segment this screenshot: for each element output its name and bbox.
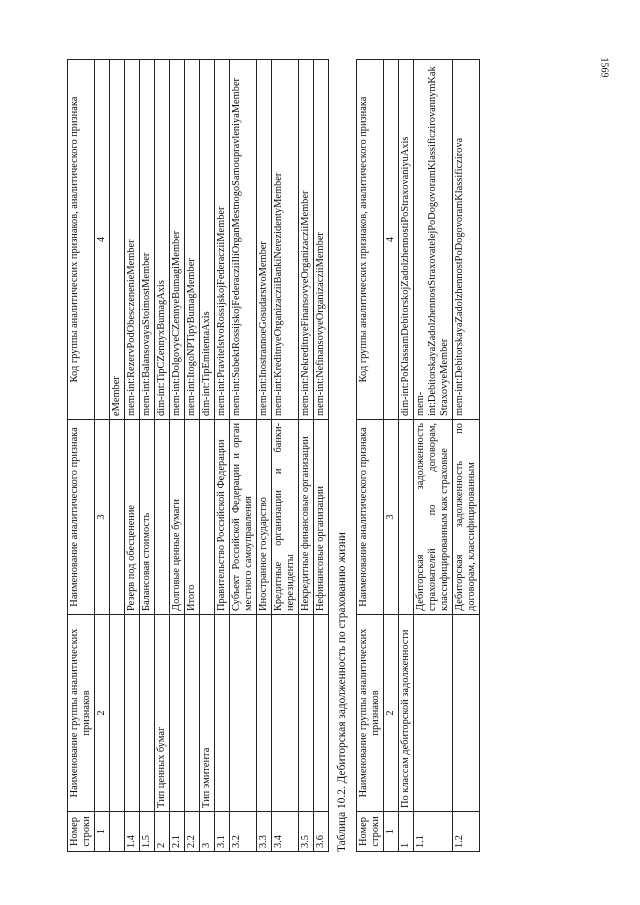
group-name-cell: [272, 615, 299, 812]
table-row: [200, 60, 215, 852]
rotated-page-content: [67, 60, 581, 852]
group-name-cell: По классам дебиторской задолженности: [399, 615, 414, 812]
header-code: Код группы аналитических признаков, аналитического признака: [357, 60, 384, 420]
group-name-cell: [170, 615, 185, 812]
header-attribute-name: Наименование аналитического признака: [68, 420, 95, 615]
code-cell: mem-int:PravitelstvoRossijskojFederacziiMember: [215, 60, 230, 420]
group-name-cell: [140, 615, 155, 812]
code-cell: mem-int:InostrannoeGosudarstvoMember: [257, 60, 272, 420]
analytic-attributes-table: [67, 59, 329, 852]
header-code: Код группы аналитических признаков, аналитического признака: [68, 60, 95, 420]
column-number: 4: [384, 60, 399, 420]
row-number-cell: 1: [399, 812, 414, 852]
table-row: [257, 60, 272, 852]
code-cell: mem-int:DolgovyeCZennyeBumagiMember: [170, 60, 185, 420]
header-row-number: Номер строки: [357, 812, 384, 852]
table-row: [110, 60, 125, 852]
code-cell: eMember: [110, 60, 125, 420]
row-number-cell: [110, 812, 125, 852]
table-header-row: [68, 60, 95, 852]
attribute-name-cell: Нефинансовые организации: [314, 420, 329, 615]
column-number: 1: [384, 812, 399, 852]
code-cell: mem-int:ItogoNPTipyBumagMember: [185, 60, 200, 420]
code-cell: dim-int:TipEmitentaAxis: [200, 60, 215, 420]
column-number: 3: [95, 420, 110, 615]
row-number-cell: 3.5: [299, 812, 314, 852]
code-cell: mem-int:DebitorskayaZadolzhennostStraxovatelejPoDogovoramKlassificzirovannymKakStraxovyeMember: [414, 60, 453, 420]
attribute-name-cell: Балансовая стоимость: [140, 420, 155, 615]
group-name-cell: [299, 615, 314, 812]
table-body: [110, 60, 329, 852]
attribute-name-cell: Некредитные финансовые организации: [299, 420, 314, 615]
attribute-name-cell: Долговые ценные бумаги: [170, 420, 185, 615]
group-name-cell: [125, 615, 140, 812]
group-name-cell: Тип эмитента: [200, 615, 215, 812]
row-number-cell: 3.3: [257, 812, 272, 852]
row-number-cell: 2.2: [185, 812, 200, 852]
table-row: [414, 60, 453, 852]
table-header-row: [357, 60, 384, 852]
header-group-name: Наименование группы аналитических признаков: [357, 615, 384, 812]
column-number: 3: [384, 420, 399, 615]
row-number-cell: 1.4: [125, 812, 140, 852]
attribute-name-cell: Дебиторская задолженность по договорам, классифицированным: [453, 420, 480, 615]
attribute-name-cell: [110, 420, 125, 615]
group-name-cell: [185, 615, 200, 812]
table-row: [399, 60, 414, 852]
code-cell: mem-int:SubektRossijskojFederacziiIliOrganMestnogoSamoupravleniyaMember: [230, 60, 257, 420]
column-number-row: [95, 60, 110, 852]
attribute-name-cell: Дебиторская задолженность страхователей по договорам, классифицированным как страховые: [414, 420, 453, 615]
group-name-cell: [414, 615, 453, 812]
row-number-cell: 3.4: [272, 812, 299, 852]
code-cell: dim-int:PoKlassamDebitorskojZadolzhennostiPoStraxovaniyuAxis: [399, 60, 414, 420]
column-number: 4: [95, 60, 110, 420]
attribute-name-cell: Резерв под обесценение: [125, 420, 140, 615]
attribute-name-cell: Итого: [185, 420, 200, 615]
code-cell: mem-int:NekreditnyeFinansovyeOrganizacziiMember: [299, 60, 314, 420]
group-name-cell: [230, 615, 257, 812]
header-group-name: Наименование группы аналитических признаков: [68, 615, 95, 812]
column-number-row: [384, 60, 399, 852]
row-number-cell: 1.1: [414, 812, 453, 852]
row-number-cell: 2: [155, 812, 170, 852]
group-name-cell: [215, 615, 230, 812]
page-number: 1569: [598, 57, 610, 78]
code-cell: mem-int:NefinansovyeOrganizacziiMember: [314, 60, 329, 420]
code-cell: mem-int:BalansovayaStoimostMember: [140, 60, 155, 420]
group-name-cell: [314, 615, 329, 812]
row-number-cell: 2.1: [170, 812, 185, 852]
column-number: 1: [95, 812, 110, 852]
column-number: 2: [384, 615, 399, 812]
table-row: [314, 60, 329, 852]
code-cell: dim-int:TipCZennyxBumagAxis: [155, 60, 170, 420]
attribute-name-cell: Субъект Российской Федерации и орган местного самоуправления: [230, 420, 257, 615]
attribute-name-cell: [200, 420, 215, 615]
row-number-cell: 1.5: [140, 812, 155, 852]
row-number-cell: 1.2: [453, 812, 480, 852]
table-row: [230, 60, 257, 852]
table-row: [215, 60, 230, 852]
table-row: [125, 60, 140, 852]
attribute-name-cell: [399, 420, 414, 615]
group-name-cell: [257, 615, 272, 812]
group-name-cell: Тип ценных бумаг: [155, 615, 170, 812]
life-insurance-receivables-table: [356, 59, 480, 852]
table-caption: Таблица 10.2. Дебиторская задолженность по страхованию жизни: [336, 532, 348, 852]
group-name-cell: [453, 615, 480, 812]
header-attribute-name: Наименование аналитического признака: [357, 420, 384, 615]
attribute-name-cell: [155, 420, 170, 615]
table-row: [272, 60, 299, 852]
row-number-cell: 3.2: [230, 812, 257, 852]
table-row: [140, 60, 155, 852]
row-number-cell: 3: [200, 812, 215, 852]
row-number-cell: 3.6: [314, 812, 329, 852]
attribute-name-cell: Иностранное государство: [257, 420, 272, 615]
table-row: [170, 60, 185, 852]
code-cell: mem-int:RezervPodObesczeneniеMember: [125, 60, 140, 420]
row-number-cell: 3.1: [215, 812, 230, 852]
table-row: [185, 60, 200, 852]
attribute-name-cell: Кредитные организации и банки-нерезиденты: [272, 420, 299, 615]
group-name-cell: [110, 615, 125, 812]
header-row-number: Номер строки: [68, 812, 95, 852]
table-row: [453, 60, 480, 852]
table-row: [155, 60, 170, 852]
table-body: [399, 60, 480, 852]
table-row: [299, 60, 314, 852]
column-number: 2: [95, 615, 110, 812]
code-cell: mem-int:DebitorskayaZadolzhennostPoDogovoramKlassificzirova: [453, 60, 480, 420]
attribute-name-cell: Правительство Российской Федерации: [215, 420, 230, 615]
code-cell: mem-int:KreditnyeOrganizacziiBankiNerezidentyMember: [272, 60, 299, 420]
